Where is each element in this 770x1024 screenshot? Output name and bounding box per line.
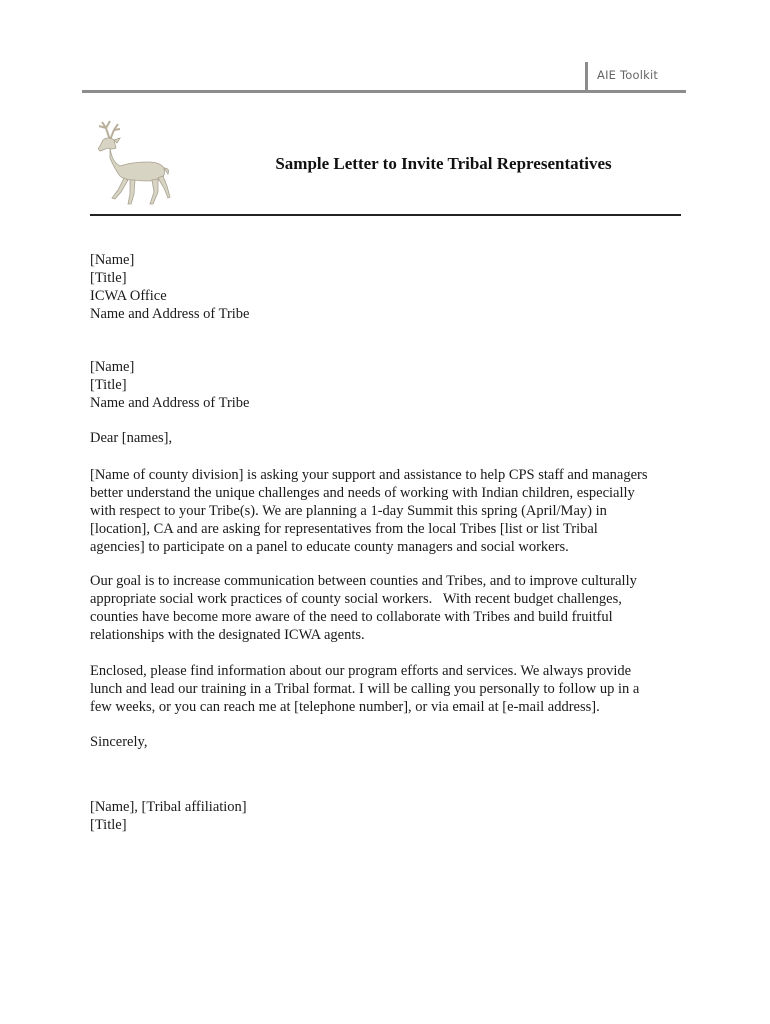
- text-line: relationships with the designated ICWA agents.: [90, 627, 365, 643]
- body-paragraph-3: [90, 662, 690, 716]
- header-divider-tick: [585, 62, 588, 93]
- recipient-address: Name and Address of Tribe: [90, 395, 250, 411]
- text-line: counties have become more aware of the need to collaborate with Tribes and build fruitful: [90, 609, 613, 625]
- signature-name: [Name], [Tribal affiliation]: [90, 799, 247, 815]
- signature-title: [Title]: [90, 817, 127, 833]
- closing: Sincerely,: [90, 734, 148, 750]
- text-line: few weeks, or you can reach me at [telephone number], or via email at [e-mail address].: [90, 699, 600, 715]
- body-paragraph-2: [90, 572, 690, 644]
- header-rule: [82, 90, 686, 93]
- text-line: [Name of county division] is asking your support and assistance to help CPS staff and managers: [90, 467, 648, 483]
- text-line: better understand the unique challenges and needs of working with Indian children, especially: [90, 485, 635, 501]
- recipient-address: Name and Address of Tribe: [90, 306, 250, 322]
- salutation: Dear [names],: [90, 430, 173, 446]
- recipient-block-1: [90, 251, 250, 323]
- toolkit-label: AIE Toolkit: [597, 68, 659, 82]
- recipient-office: ICWA Office: [90, 288, 167, 304]
- text-line: appropriate social work practices of county social workers. With recent budget challenges,: [90, 591, 622, 607]
- text-line: agencies] to participate on a panel to educate county managers and social workers.: [90, 539, 569, 555]
- text-line: [location], CA and are asking for representatives from the local Tribes [list or list Tribal: [90, 521, 598, 537]
- page-title: Sample Letter to Invite Tribal Representatives: [275, 154, 612, 173]
- title-rule: [90, 214, 681, 216]
- text-line: lunch and lead our training in a Tribal format. I will be calling you personally to follow up in a: [90, 681, 640, 697]
- signature-block: [90, 798, 247, 834]
- recipient-name: [Name]: [90, 359, 135, 375]
- text-line: Our goal is to increase communication between counties and Tribes, and to improve culturally: [90, 573, 637, 589]
- recipient-block-2: [90, 358, 250, 412]
- body-paragraph-1: [90, 466, 690, 556]
- recipient-title: [Title]: [90, 270, 127, 286]
- recipient-name: [Name]: [90, 252, 135, 268]
- recipient-title: [Title]: [90, 377, 127, 393]
- text-line: Enclosed, please find information about our program efforts and services. We always provide: [90, 663, 632, 679]
- text-line: with respect to your Tribe(s). We are planning a 1-day Summit this spring (April/May) in: [90, 503, 607, 519]
